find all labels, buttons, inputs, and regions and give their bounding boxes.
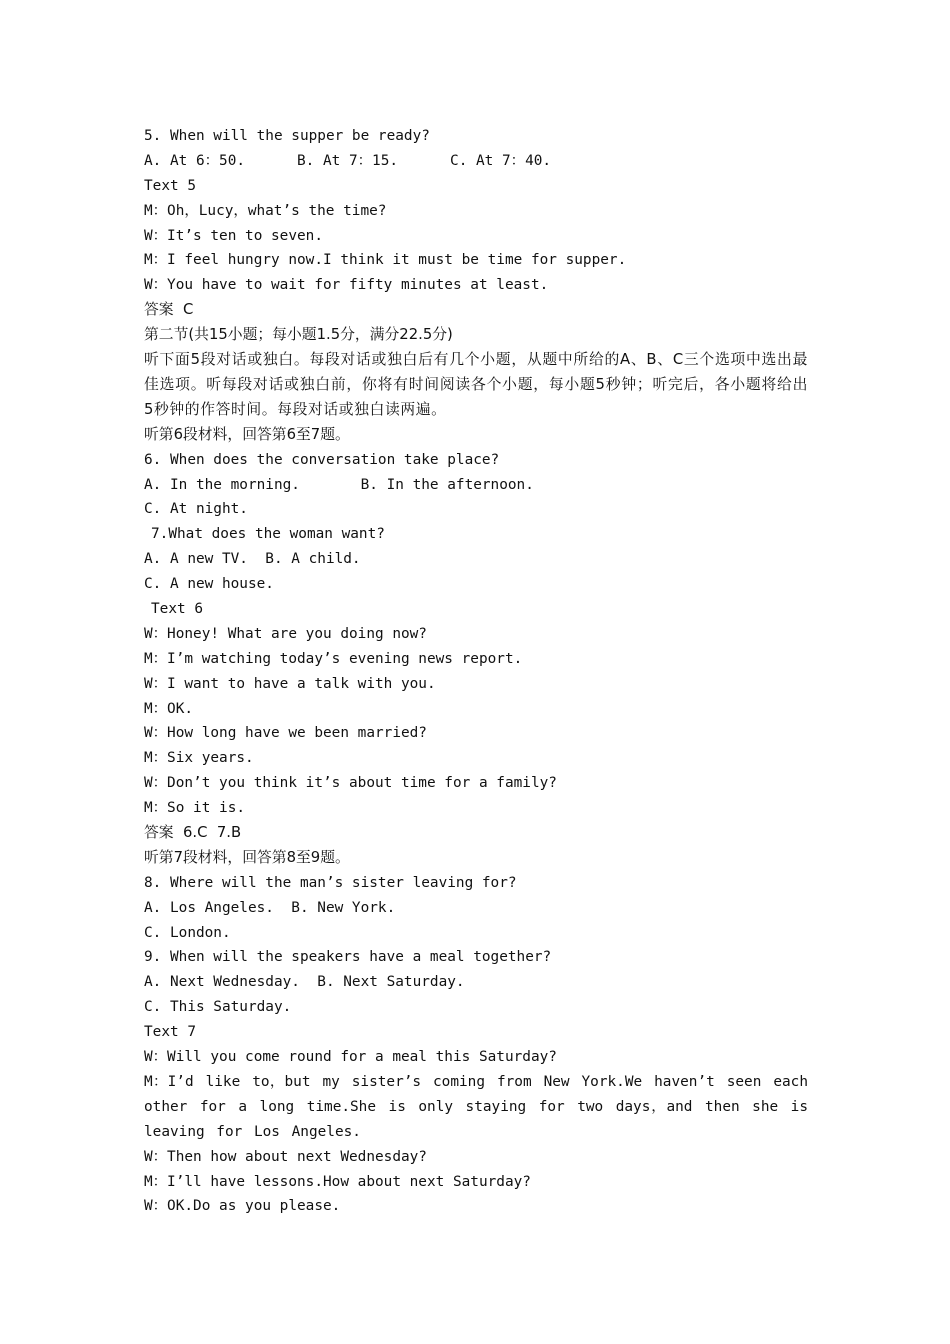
answer-6-7: 答案 6.C 7.B <box>144 823 242 841</box>
text-6-line-5: W：How long have we been married? <box>144 725 427 742</box>
text-6-line-3: W：I want to have a talk with you. <box>144 675 436 692</box>
question-5: 5. When will the supper be ready? <box>144 128 430 144</box>
text-5-line-3: M：I feel hungry now.I think it must be time for supper. <box>144 252 627 269</box>
answer-5: 答案 C <box>144 301 194 319</box>
text-6-line-1: W：Honey! What are you doing now? <box>144 625 427 642</box>
material-6-intro: 听第6段材料，回答第6至7题。 <box>144 425 350 443</box>
text-5-line-1: M：Oh，Lucy，what’s the time? <box>144 202 387 219</box>
question-6-option-c: C. At night. <box>144 501 248 518</box>
question-8: 8. Where will the man’s sister leaving for? <box>144 874 517 891</box>
text-7-title: Text 7 <box>144 1024 196 1041</box>
question-9-options-ab: A. Next Wednesday. B. Next Saturday. <box>144 974 465 991</box>
question-5-options: A. At 6：50. B. At 7：15. C. At 7：40. <box>144 152 552 169</box>
question-7-options-ab: A. A new TV. B. A child. <box>144 551 361 568</box>
question-9-option-c: C. This Saturday. <box>144 999 292 1016</box>
text-6-line-4: M：OK. <box>144 700 194 717</box>
document-page <box>144 124 808 1219</box>
question-6: 6. When does the conversation take place? <box>144 451 500 468</box>
text-7-line-5: W：OK.Do as you please. <box>144 1198 341 1215</box>
text-5-line-4: W：You have to wait for fifty minutes at least. <box>144 277 549 294</box>
question-8-options-ab: A. Los Angeles. B. New York. <box>144 899 396 916</box>
text-7-line-3: W：Then how about next Wednesday? <box>144 1148 427 1165</box>
question-7: 7.What does the woman want? <box>151 526 385 543</box>
text-7-line-1: W：Will you come round for a meal this Saturday? <box>144 1049 557 1065</box>
question-9: 9. When will the speakers have a meal together? <box>144 949 552 966</box>
text-7-line-2: M：I’d like to，but my sister’s coming from New York.We haven’t seen each other for a long time.She is only staying for two days，and then she is leaving for Los Angeles. <box>144 1073 808 1140</box>
text-6-line-6: M：Six years. <box>144 750 254 767</box>
material-7-intro: 听第7段材料，回答第8至9题。 <box>144 848 350 866</box>
question-6-options-ab: A. In the morning. B. In the afternoon. <box>144 476 534 493</box>
text-6-line-7: W：Don’t you think it’s about time for a family? <box>144 775 557 792</box>
section-2-heading: 第二节(共15小题；每小题1.5分，满分22.5分) <box>144 326 453 344</box>
question-7-option-c: C. A new house. <box>144 576 274 593</box>
text-5-line-2: W：It’s ten to seven. <box>144 227 324 244</box>
text-7-line-4: M：I’ll have lessons.How about next Saturday? <box>144 1173 531 1190</box>
text-6-line-8: M：So it is. <box>144 800 246 817</box>
question-8-option-c: C. London. <box>144 924 231 941</box>
section-2-instructions: 听下面5段对话或独白。每段对话或独白后有几个小题，从题中所给的A、B、C三个选项中选出最佳选项。听每段对话或独白前，你将有时间阅读各个小题，每小题5秒钟；听完后，各小题将给出5秒钟的作答时间。每段对话或独白读两遍。 <box>144 351 808 418</box>
text-6-title: Text 6 <box>151 600 203 617</box>
text-6-line-2: M：I’m watching today’s evening news report. <box>144 650 523 667</box>
text-5-title: Text 5 <box>144 177 196 194</box>
